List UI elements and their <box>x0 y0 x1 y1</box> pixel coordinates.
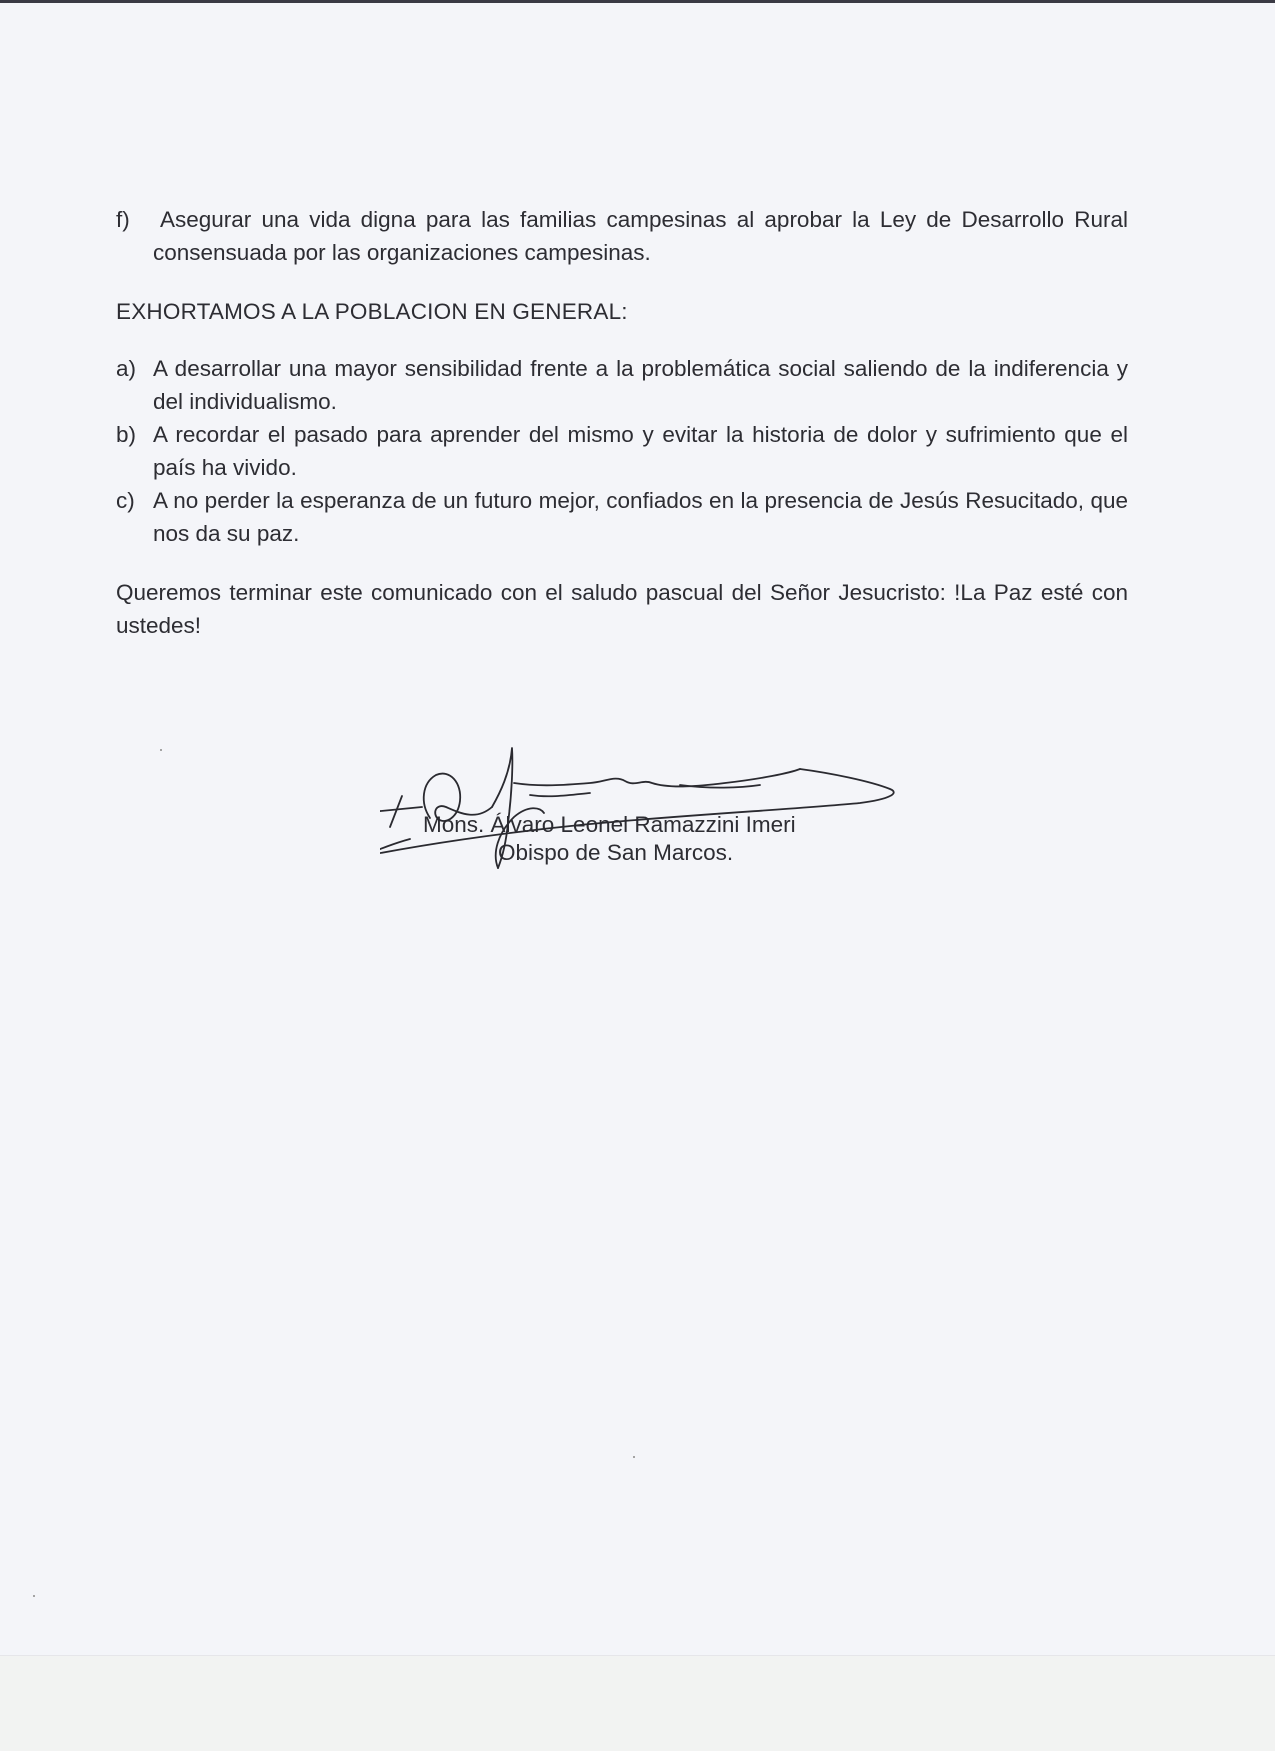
list-item-text: A desarrollar una mayor sensibilidad frente a la problemática social saliendo de la indiferencia y del individualismo. <box>153 356 1128 414</box>
list-item-text: A recordar el pasado para aprender del mismo y evitar la historia de dolor y sufrimiento que el país ha vivido. <box>153 422 1128 480</box>
list-item-b <box>116 418 1128 484</box>
list-marker: f) <box>116 207 130 232</box>
paper-speck <box>160 749 162 751</box>
list-marker: b) <box>116 422 137 447</box>
document-body <box>116 203 1128 642</box>
paper-speck <box>33 1595 35 1597</box>
list-item-c <box>116 484 1128 550</box>
list-marker: c) <box>116 488 135 513</box>
closing-paragraph: Queremos terminar este comunicado con el saludo pascual del Señor Jesucristo: !La Paz esté con ustedes! <box>116 580 1128 638</box>
list-item-text: A no perder la esperanza de un futuro mejor, confiados en la presencia de Jesús Resucitado, que nos da su paz. <box>153 488 1128 546</box>
exhortation-list <box>116 352 1128 550</box>
signature-block <box>380 703 980 903</box>
list-item-a <box>116 352 1128 418</box>
signer-title: Obispo de San Marcos. <box>498 840 734 865</box>
section-heading: EXHORTAMOS A LA POBLACION EN GENERAL: <box>116 299 628 324</box>
handwritten-signature-icon <box>380 703 980 903</box>
list-marker: a) <box>116 356 137 381</box>
list-item-text: Asegurar una vida digna para las familias campesinas al aprobar la Ley de Desarrollo Rural consensuada por las organizaciones campesinas. <box>153 207 1128 265</box>
scanner-bed-strip <box>0 1655 1275 1751</box>
list-item-f <box>116 203 1128 269</box>
paper-speck <box>633 1456 635 1458</box>
signer-name: Mons. Álvaro Leonel Ramazzini Imeri <box>423 812 796 837</box>
